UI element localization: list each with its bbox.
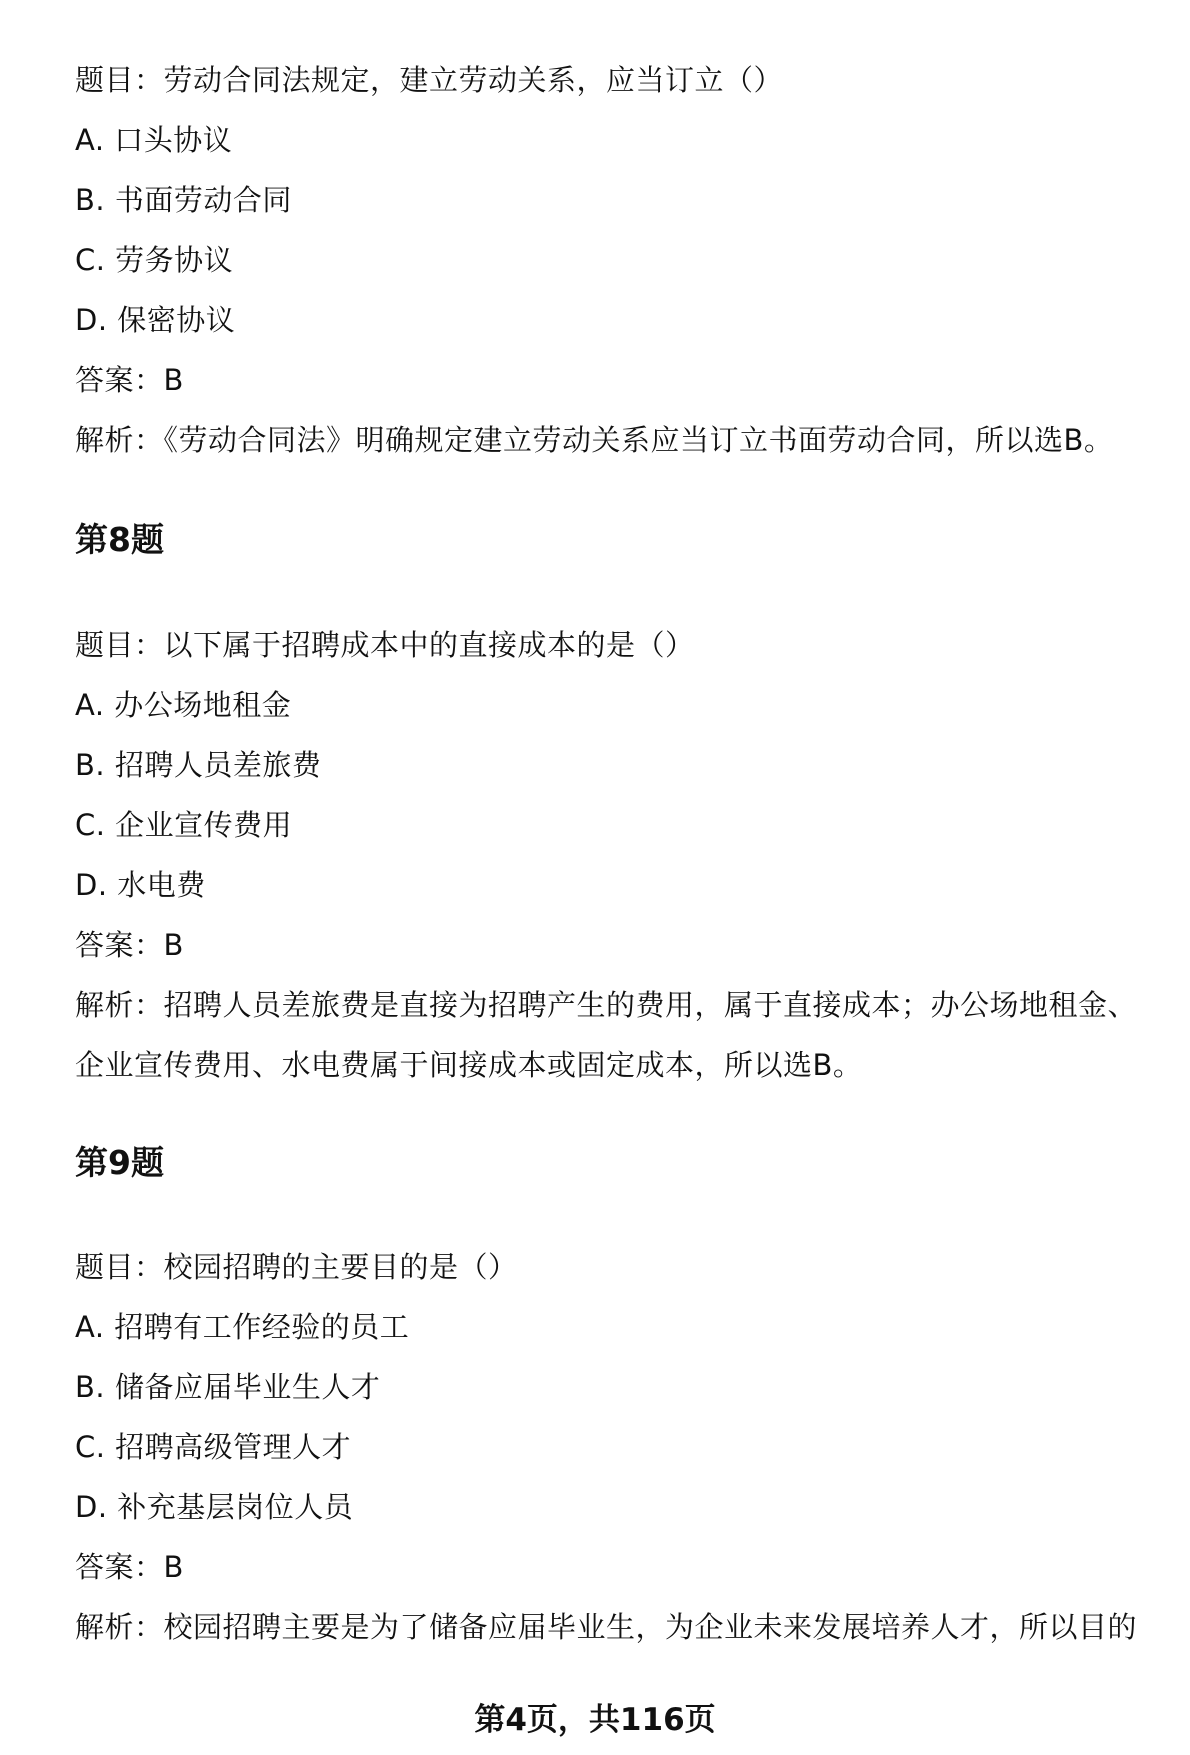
question-text: 题目：校园招聘的主要目的是（） [75,1250,518,1284]
option-b: B. 书面劳动合同 [75,183,292,217]
analysis-text: 解析：《劳动合同法》明确规定建立劳动关系应当订立书面劳动合同，所以选B。 [75,423,1114,457]
option-a: A. 招聘有工作经验的员工 [75,1310,410,1344]
question-heading: 第8题 [75,520,164,559]
option-c: C. 企业宣传费用 [75,808,293,842]
option-d: D. 补充基层岗位人员 [75,1490,354,1524]
option-c: C. 劳务协议 [75,243,234,277]
answer-text: 答案：B [75,363,184,397]
question-text: 题目：劳动合同法规定，建立劳动关系，应当订立（） [75,63,784,97]
analysis-text: 解析：校园招聘主要是为了储备应届毕业生，为企业未来发展培养人才，所以目的 [75,1610,1138,1644]
option-d: D. 保密协议 [75,303,236,337]
question-heading: 第9题 [75,1143,164,1182]
option-a: A. 口头协议 [75,123,233,157]
option-b: B. 招聘人员差旅费 [75,748,322,782]
analysis-text: 企业宣传费用、水电费属于间接成本或固定成本，所以选B。 [75,1048,863,1082]
answer-text: 答案：B [75,1550,184,1584]
option-c: C. 招聘高级管理人才 [75,1430,352,1464]
question-text: 题目：以下属于招聘成本中的直接成本的是（） [75,628,695,662]
analysis-text: 解析：招聘人员差旅费是直接为招聘产生的费用，属于直接成本；办公场地租金、 [75,988,1138,1022]
answer-text: 答案：B [75,928,184,962]
option-d: D. 水电费 [75,868,206,902]
option-a: A. 办公场地租金 [75,688,292,722]
option-b: B. 储备应届毕业生人才 [75,1370,381,1404]
page-indicator: 第4页，共116页 [474,1702,716,1738]
